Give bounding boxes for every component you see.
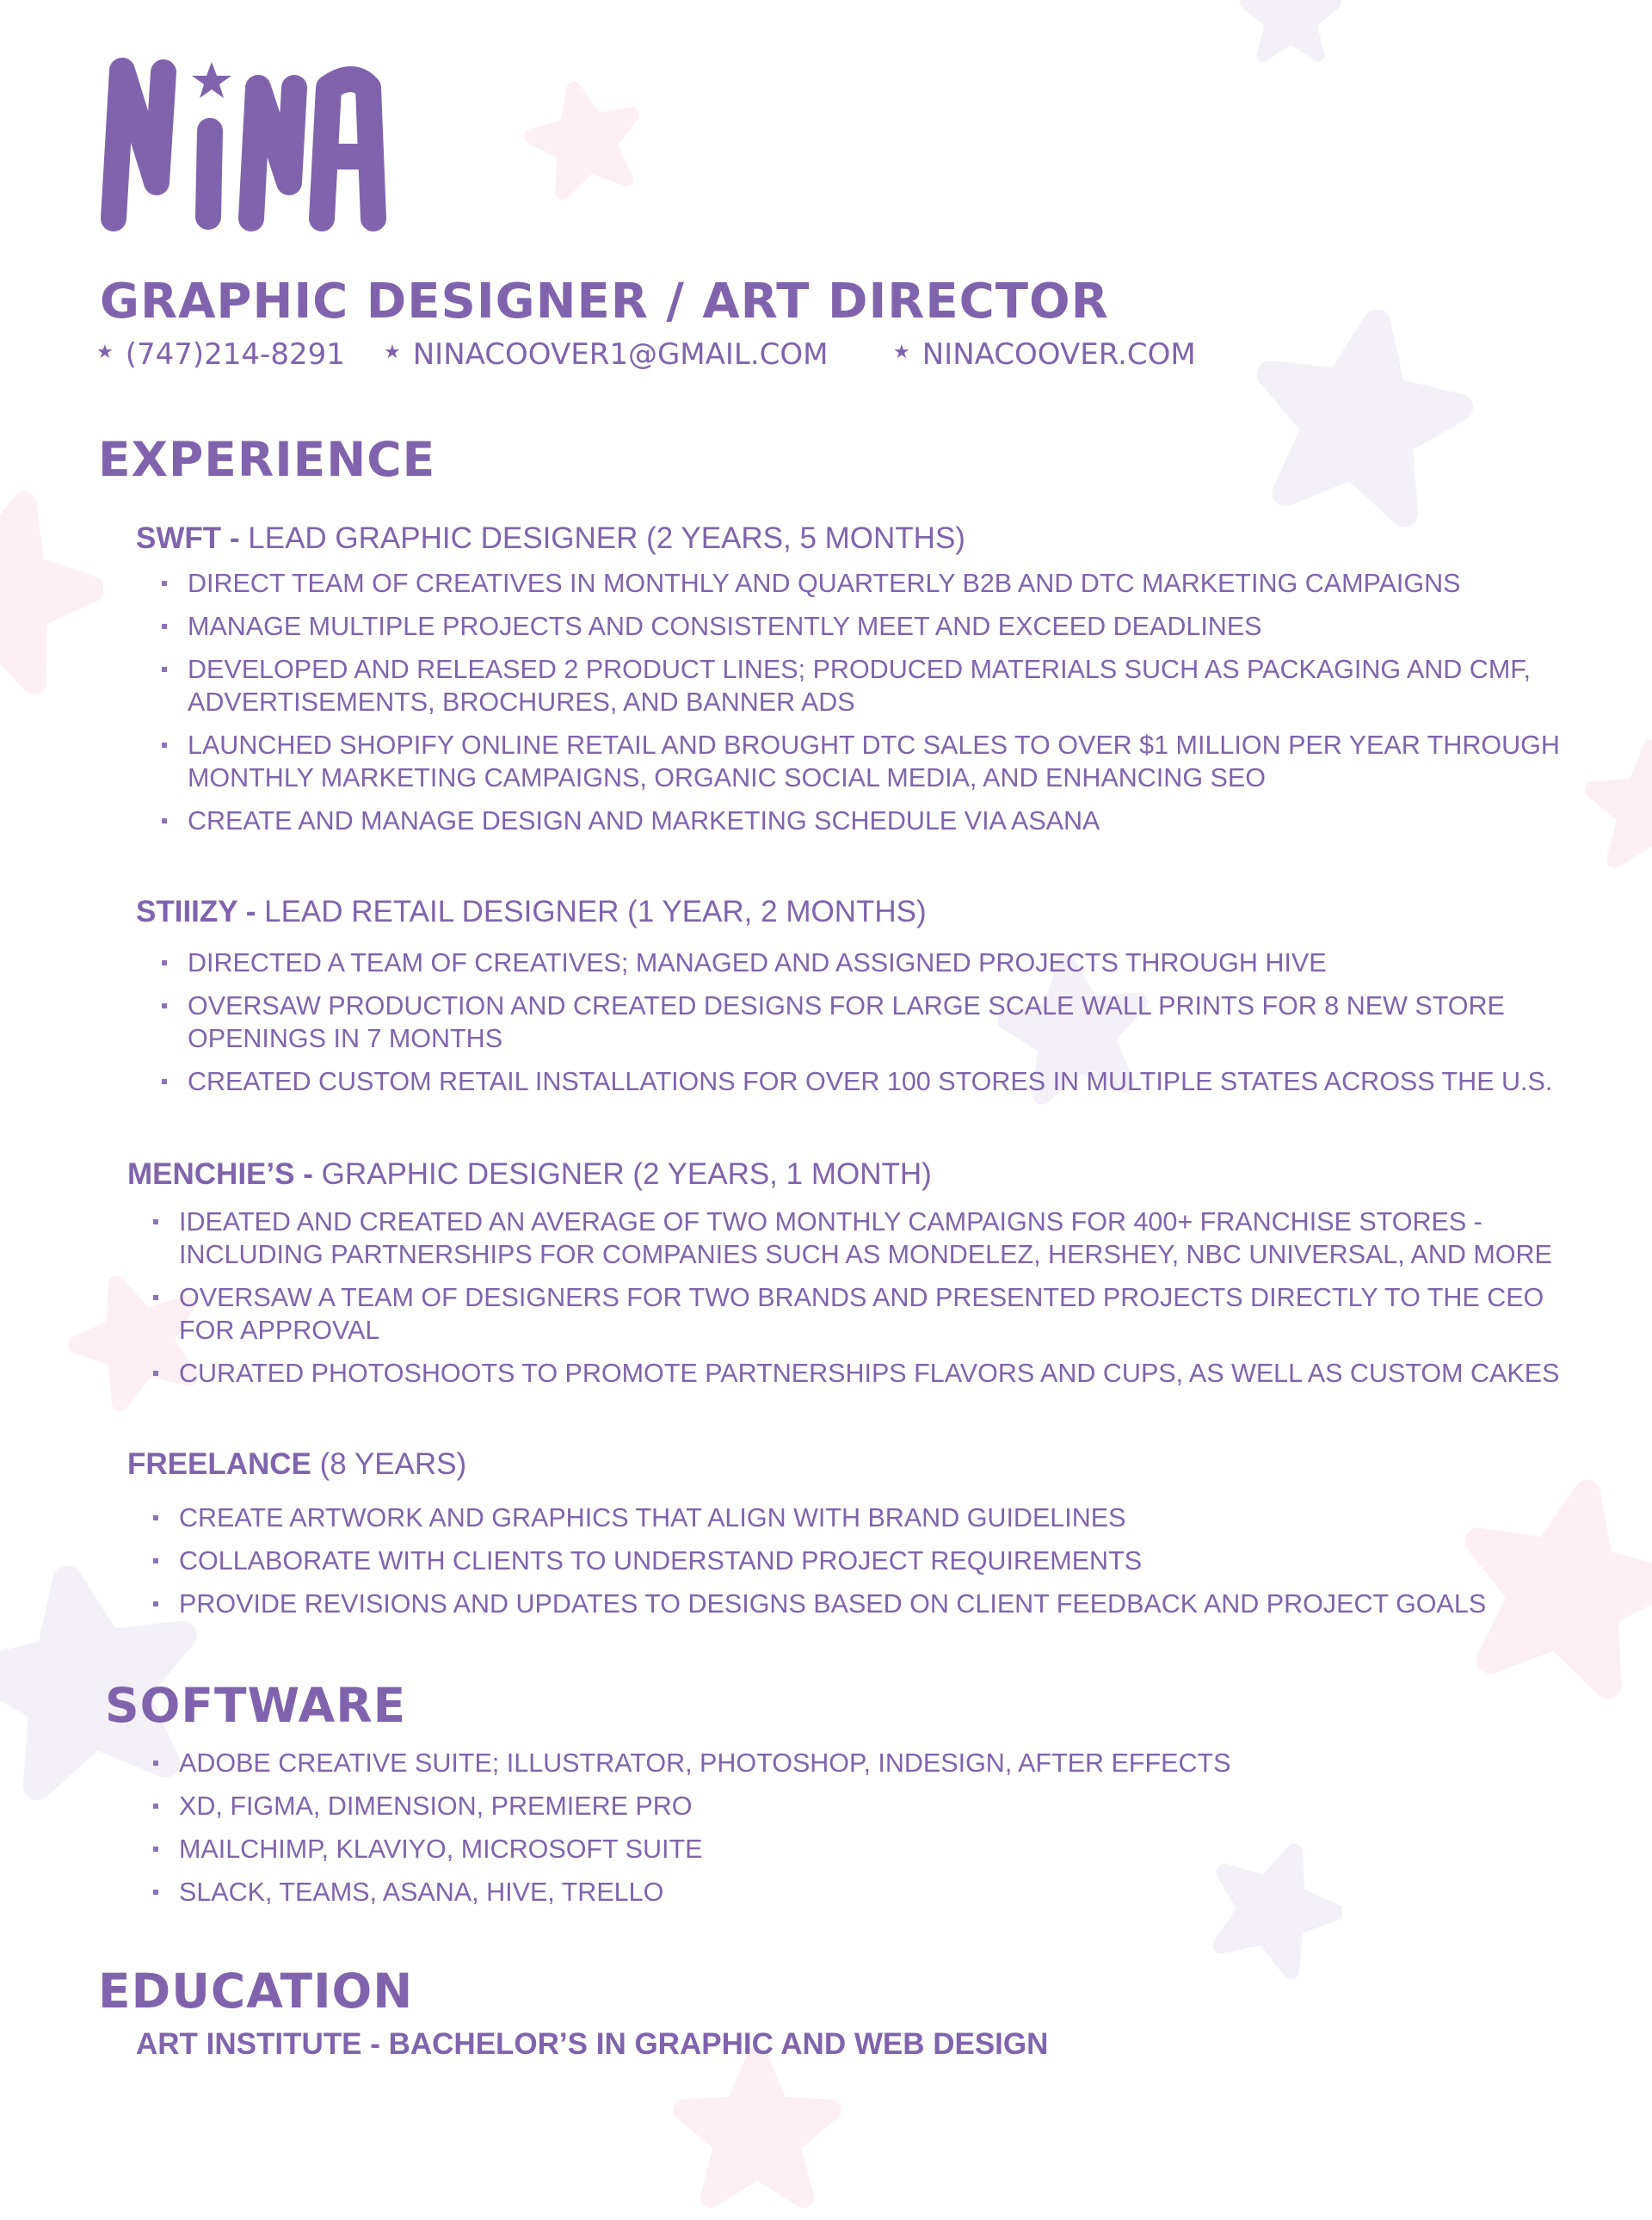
company-name: FREELANCE	[127, 1447, 311, 1481]
job-heading-freelance	[127, 1447, 466, 1482]
experience-heading: EXPERIENCE	[98, 432, 436, 487]
software-heading: SOFTWARE	[105, 1678, 407, 1733]
job-heading-swft	[136, 521, 965, 556]
job-bullets-menchies	[153, 1206, 1564, 1400]
list-item: XD, FIGMA, DIMENSION, PREMIERE PRO	[153, 1790, 1564, 1822]
contact-website	[893, 337, 1196, 372]
star-decoration-icon	[525, 82, 645, 202]
education-entry	[136, 2027, 1048, 2062]
list-item: COLLABORATE WITH CLIENTS TO UNDERSTAND PROJECT REQUIREMENTS	[153, 1545, 1564, 1577]
job-role: LEAD RETAIL DESIGNER (1 YEAR, 2 MONTHS)	[264, 895, 927, 928]
education-heading: EDUCATION	[98, 1964, 414, 2019]
job-bullets-stiiizy	[162, 947, 1573, 1108]
star-decoration-icon	[1205, 0, 1377, 69]
star-bullet-icon: ★	[384, 342, 401, 363]
list-item: DEVELOPED AND RELEASED 2 PRODUCT LINES; PRODUCED MATERIALS SUCH AS PACKAGING AND CMF, ADVERTISEMENTS, BROCHURES, AND BANNER ADS	[162, 653, 1573, 718]
job-role: LEAD GRAPHIC DESIGNER (2 YEARS, 5 MONTHS)	[248, 521, 965, 555]
nina-logo	[96, 53, 389, 234]
list-item: ADOBE CREATIVE SUITE; ILLUSTRATOR, PHOTOSHOP, INDESIGN, AFTER EFFECTS	[153, 1747, 1564, 1779]
list-item: IDEATED AND CREATED AN AVERAGE OF TWO MONTHLY CAMPAIGNS FOR 400+ FRANCHISE STORES - INCLUDING PARTNERSHIPS FOR COMPANIES SUCH AS MONDELEZ, HERSHEY, NBC UNIVERSAL, AND MORE	[153, 1206, 1564, 1271]
website-text: NINACOOVER.COM	[922, 337, 1196, 372]
list-item: CREATE ARTWORK AND GRAPHICS THAT ALIGN WITH BRAND GUIDELINES	[153, 1502, 1564, 1534]
degree-name: BACHELOR’S IN GRAPHIC AND WEB DESIGN	[388, 2027, 1049, 2061]
job-title: GRAPHIC DESIGNER / ART DIRECTOR	[100, 274, 1109, 330]
list-item: OVERSAW PRODUCTION AND CREATED DESIGNS FOR LARGE SCALE WALL PRINTS FOR 8 NEW STORE OPENINGS IN 7 MONTHS	[162, 990, 1573, 1055]
list-item: CREATE AND MANAGE DESIGN AND MARKETING SCHEDULE VIA ASANA	[162, 805, 1573, 837]
star-bullet-icon: ★	[893, 342, 910, 363]
contact-email	[384, 337, 829, 372]
contact-phone	[96, 337, 345, 372]
star-decoration-icon	[1583, 740, 1652, 878]
list-item: OVERSAW A TEAM OF DESIGNERS FOR TWO BRANDS AND PRESENTED PROJECTS DIRECTLY TO THE CEO FOR APPROVAL	[153, 1281, 1564, 1347]
phone-text: (747)214-8291	[125, 337, 345, 372]
list-item: SLACK, TEAMS, ASANA, HIVE, TRELLO	[153, 1876, 1564, 1909]
list-item: DIRECTED A TEAM OF CREATIVES; MANAGED AND ASSIGNED PROJECTS THROUGH HIVE	[162, 947, 1573, 979]
star-decoration-icon	[0, 490, 103, 697]
list-item: DIRECT TEAM OF CREATIVES IN MONTHLY AND QUARTERLY B2B AND DTC MARKETING CAMPAIGNS	[162, 567, 1573, 600]
job-role: GRAPHIC DESIGNER (2 YEARS, 1 MONTH)	[321, 1157, 932, 1191]
company-name: STIIIZY -	[136, 895, 256, 928]
job-bullets-freelance	[153, 1502, 1564, 1631]
list-item: CURATED PHOTOSHOOTS TO PROMOTE PARTNERSHIPS FLAVORS AND CUPS, AS WELL AS CUSTOM CAKES	[153, 1357, 1564, 1390]
job-heading-menchies	[127, 1157, 932, 1192]
list-item: PROVIDE REVISIONS AND UPDATES TO DESIGNS BASED ON CLIENT FEEDBACK AND PROJECT GOALS	[153, 1588, 1564, 1620]
company-name: MENCHIE’S -	[127, 1157, 313, 1191]
school-name: ART INSTITUTE -	[136, 2027, 380, 2061]
software-list	[153, 1747, 1564, 1919]
list-item: CREATED CUSTOM RETAIL INSTALLATIONS FOR OVER 100 STORES IN MULTIPLE STATES ACROSS THE U.S.	[162, 1065, 1573, 1098]
company-name: SWFT -	[136, 521, 240, 555]
star-decoration-icon	[1239, 310, 1480, 533]
list-item: LAUNCHED SHOPIFY ONLINE RETAIL AND BROUGHT DTC SALES TO OVER $1 MILLION PER YEAR THROUGH MONTHLY MARKETING CAMPAIGNS, ORGANIC SOCIAL MEDIA, AND ENHANCING SEO	[162, 729, 1573, 794]
email-text: NINACOOVER1@GMAIL.COM	[412, 337, 829, 372]
job-heading-stiiizy	[136, 895, 927, 929]
job-role: (8 YEARS)	[319, 1447, 467, 1481]
list-item: MAILCHIMP, KLAVIYO, MICROSOFT SUITE	[153, 1833, 1564, 1865]
star-bullet-icon: ★	[96, 342, 114, 363]
star-decoration-icon	[671, 2048, 843, 2220]
list-item: MANAGE MULTIPLE PROJECTS AND CONSISTENTLY MEET AND EXCEED DEADLINES	[162, 610, 1573, 643]
job-bullets-swft	[162, 567, 1573, 848]
